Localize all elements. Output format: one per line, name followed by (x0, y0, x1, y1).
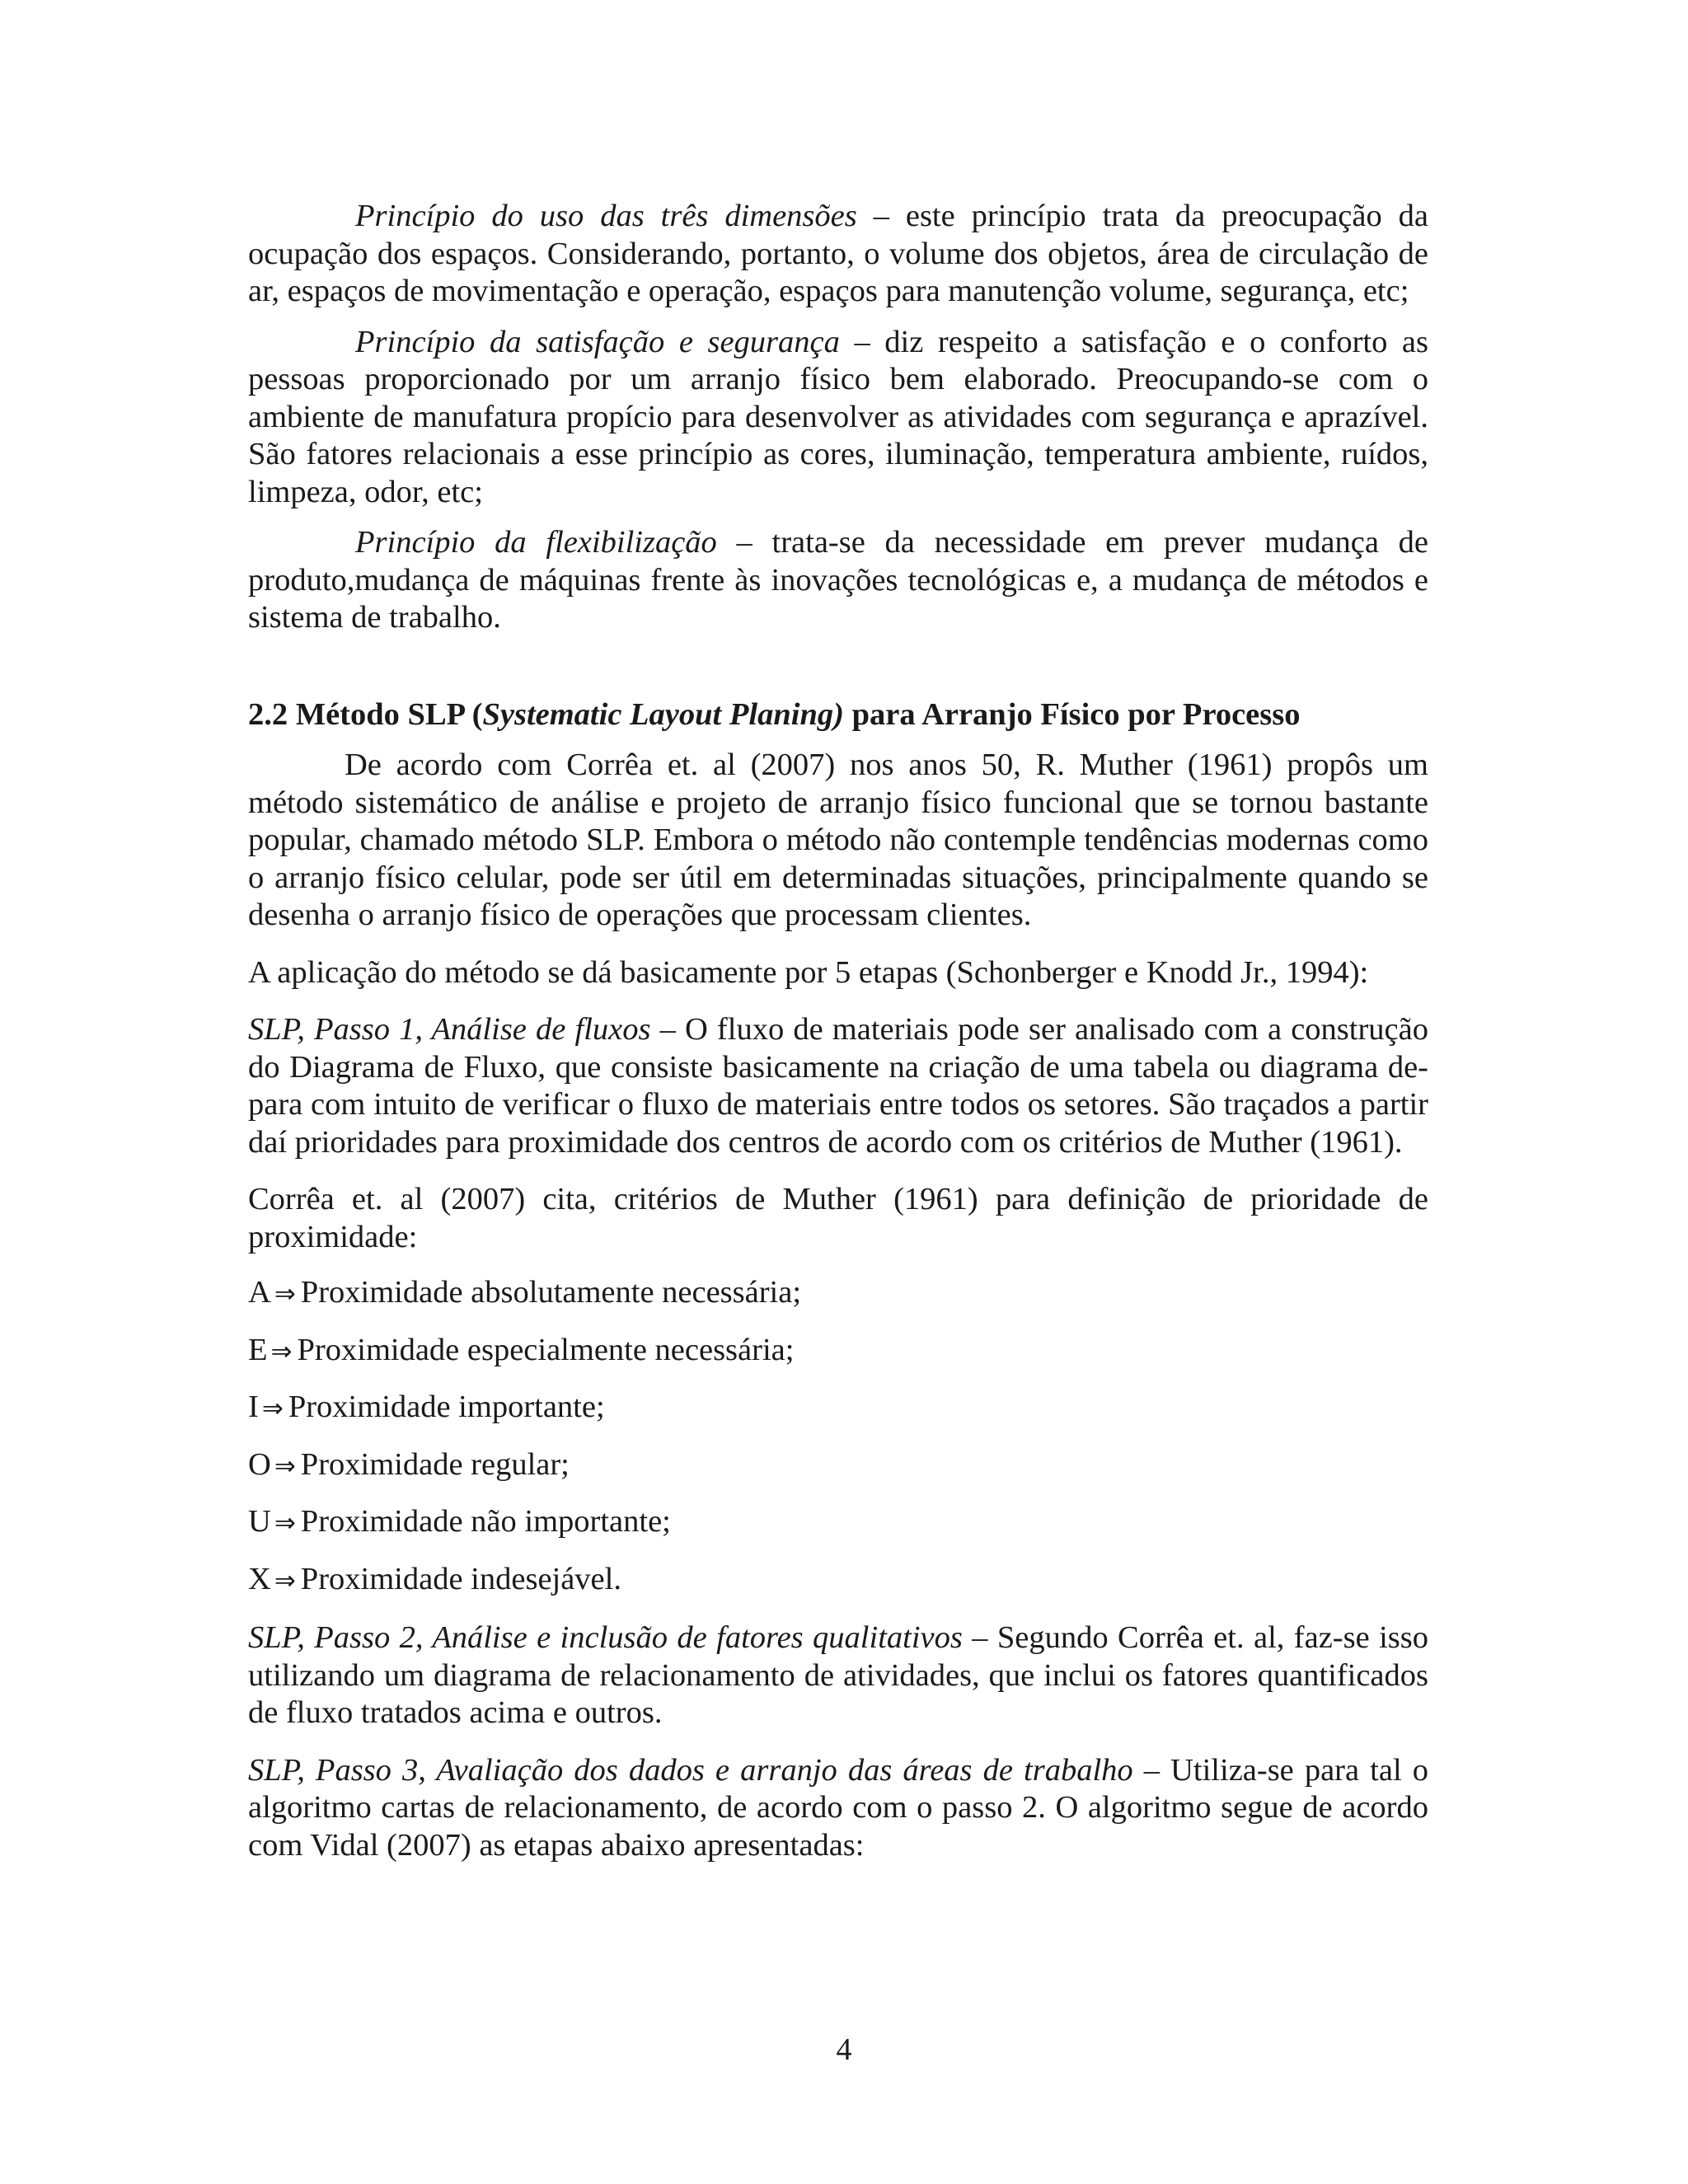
criterion-o (248, 1446, 1428, 1486)
principle-flexibility (248, 524, 1428, 637)
criterion-text: Proximidade regular; (300, 1446, 570, 1482)
implies-arrow-icon: ⇒ (261, 1394, 284, 1423)
criterion-text: Proximidade importante; (288, 1390, 605, 1424)
criterion-text: Proximidade especialmente necessária; (297, 1332, 795, 1367)
criterion-e (248, 1332, 1428, 1371)
step-title: SLP, Passo 3, Avaliação dos dados e arranjo das áreas de trabalho (248, 1752, 1133, 1788)
criterion-x (248, 1561, 1428, 1601)
principle-body: – este princípio trata da preocupação da ocupação dos espaços. Considerando, portanto, o volume dos objetos, área de circulação de ar, espaços de movimentação e operação, espaços para manutenção volume, segurança, etc; (248, 199, 1428, 308)
principle-title: Princípio da satisfação e segurança (355, 324, 840, 359)
principle-title: Princípio do uso das três dimensões (355, 199, 857, 233)
implies-arrow-icon: ⇒ (274, 1451, 296, 1481)
criterion-code: O (248, 1446, 271, 1482)
step-1 (248, 1011, 1428, 1161)
principle-body: – trata-se da necessidade em prever mudança de produto,mudança de máquinas frente às inovações tecnológicas e, a mudança de métodos e sistema de trabalho. (248, 525, 1428, 635)
criterion-a (248, 1274, 1428, 1314)
heading-prefix: 2.2 Método SLP ( (248, 696, 483, 732)
implies-arrow-icon: ⇒ (274, 1508, 296, 1538)
principle-title: Princípio da flexibilização (355, 525, 717, 560)
section-heading (248, 696, 1428, 734)
step-body: – Segundo Corrêa et. al, faz-se isso utilizando um diagrama de relacionamento de atividades, que inclui os fatores quantificados de fluxo tratados acima e outros. (248, 1620, 1428, 1730)
principle-satisfaction-safety (248, 324, 1428, 512)
implies-arrow-icon: ⇒ (274, 1565, 296, 1596)
criterion-text: Proximidade absolutamente necessária; (300, 1275, 802, 1310)
criterion-code: I (248, 1390, 259, 1424)
heading-italic: Systematic Layout Planing) (482, 696, 844, 732)
principle-body: – diz respeito a satisfação e o conforto as pessoas proporcionado por um arranjo físico bem elaborado. Preocupando-se com o ambiente de manufatura propício para desenvolver as atividades com segurança e aprazível. São fatores relacionais a esse princípio as cores, iluminação, temperatura ambiente, ruídos, limpeza, odor, etc; (248, 324, 1428, 509)
criterion-code: X (248, 1561, 271, 1596)
criterion-i (248, 1389, 1428, 1428)
section-intro: De acordo com Corrêa et. al (2007) nos anos 50, R. Muther (1961) propôs um método sistemático de análise e projeto de arranjo físico funcional que se tornou bastante popular, chamado método SLP. Embora o método não contemple tendências modernas como o arranjo físico celular, pode ser útil em determinadas situações, principalmente quando se desenha o arranjo físico de operações que processam clientes. (248, 748, 1428, 932)
document-page (248, 198, 1428, 1864)
criteria-intro: Corrêa et. al (2007) cita, critérios de Muther (1961) para definição de prioridade de proximidade: (248, 1182, 1428, 1254)
step-body: – O fluxo de materiais pode ser analisado com a construção do Diagrama de Fluxo, que consiste basicamente na criação de uma tabela ou diagrama de-para com intuito de verificar o fluxo de materiais entre todos os setores. São traçados a partir daí prioridades para proximidade dos centros de acordo com os critérios de Muther (1961). (248, 1012, 1428, 1160)
criterion-code: E (248, 1332, 268, 1367)
heading-suffix: para Arranjo Físico por Processo (843, 696, 1301, 732)
steps-intro: A aplicação do método se dá basicamente por 5 etapas (Schonberger e Knodd Jr., 1994): (248, 954, 1369, 990)
step-2 (248, 1619, 1428, 1732)
implies-arrow-icon: ⇒ (270, 1336, 293, 1366)
step-title: SLP, Passo 1, Análise de fluxos (248, 1012, 651, 1047)
criterion-u (248, 1503, 1428, 1543)
criterion-text: Proximidade não importante; (300, 1504, 671, 1539)
implies-arrow-icon: ⇒ (274, 1279, 296, 1309)
criterion-text: Proximidade indesejável. (300, 1561, 621, 1596)
criterion-code: A (248, 1275, 271, 1310)
criterion-code: U (248, 1504, 271, 1539)
step-title: SLP, Passo 2, Análise e inclusão de fatores qualitativos (248, 1620, 963, 1655)
page-number: 4 (836, 2032, 852, 2067)
step-3 (248, 1752, 1428, 1865)
step-body: – Utiliza-se para tal o algoritmo cartas de relacionamento, de acordo com o passo 2. O algoritmo segue de acordo com Vidal (2007) as etapas abaixo apresentadas: (248, 1752, 1428, 1863)
principle-three-dimensions (248, 198, 1428, 311)
